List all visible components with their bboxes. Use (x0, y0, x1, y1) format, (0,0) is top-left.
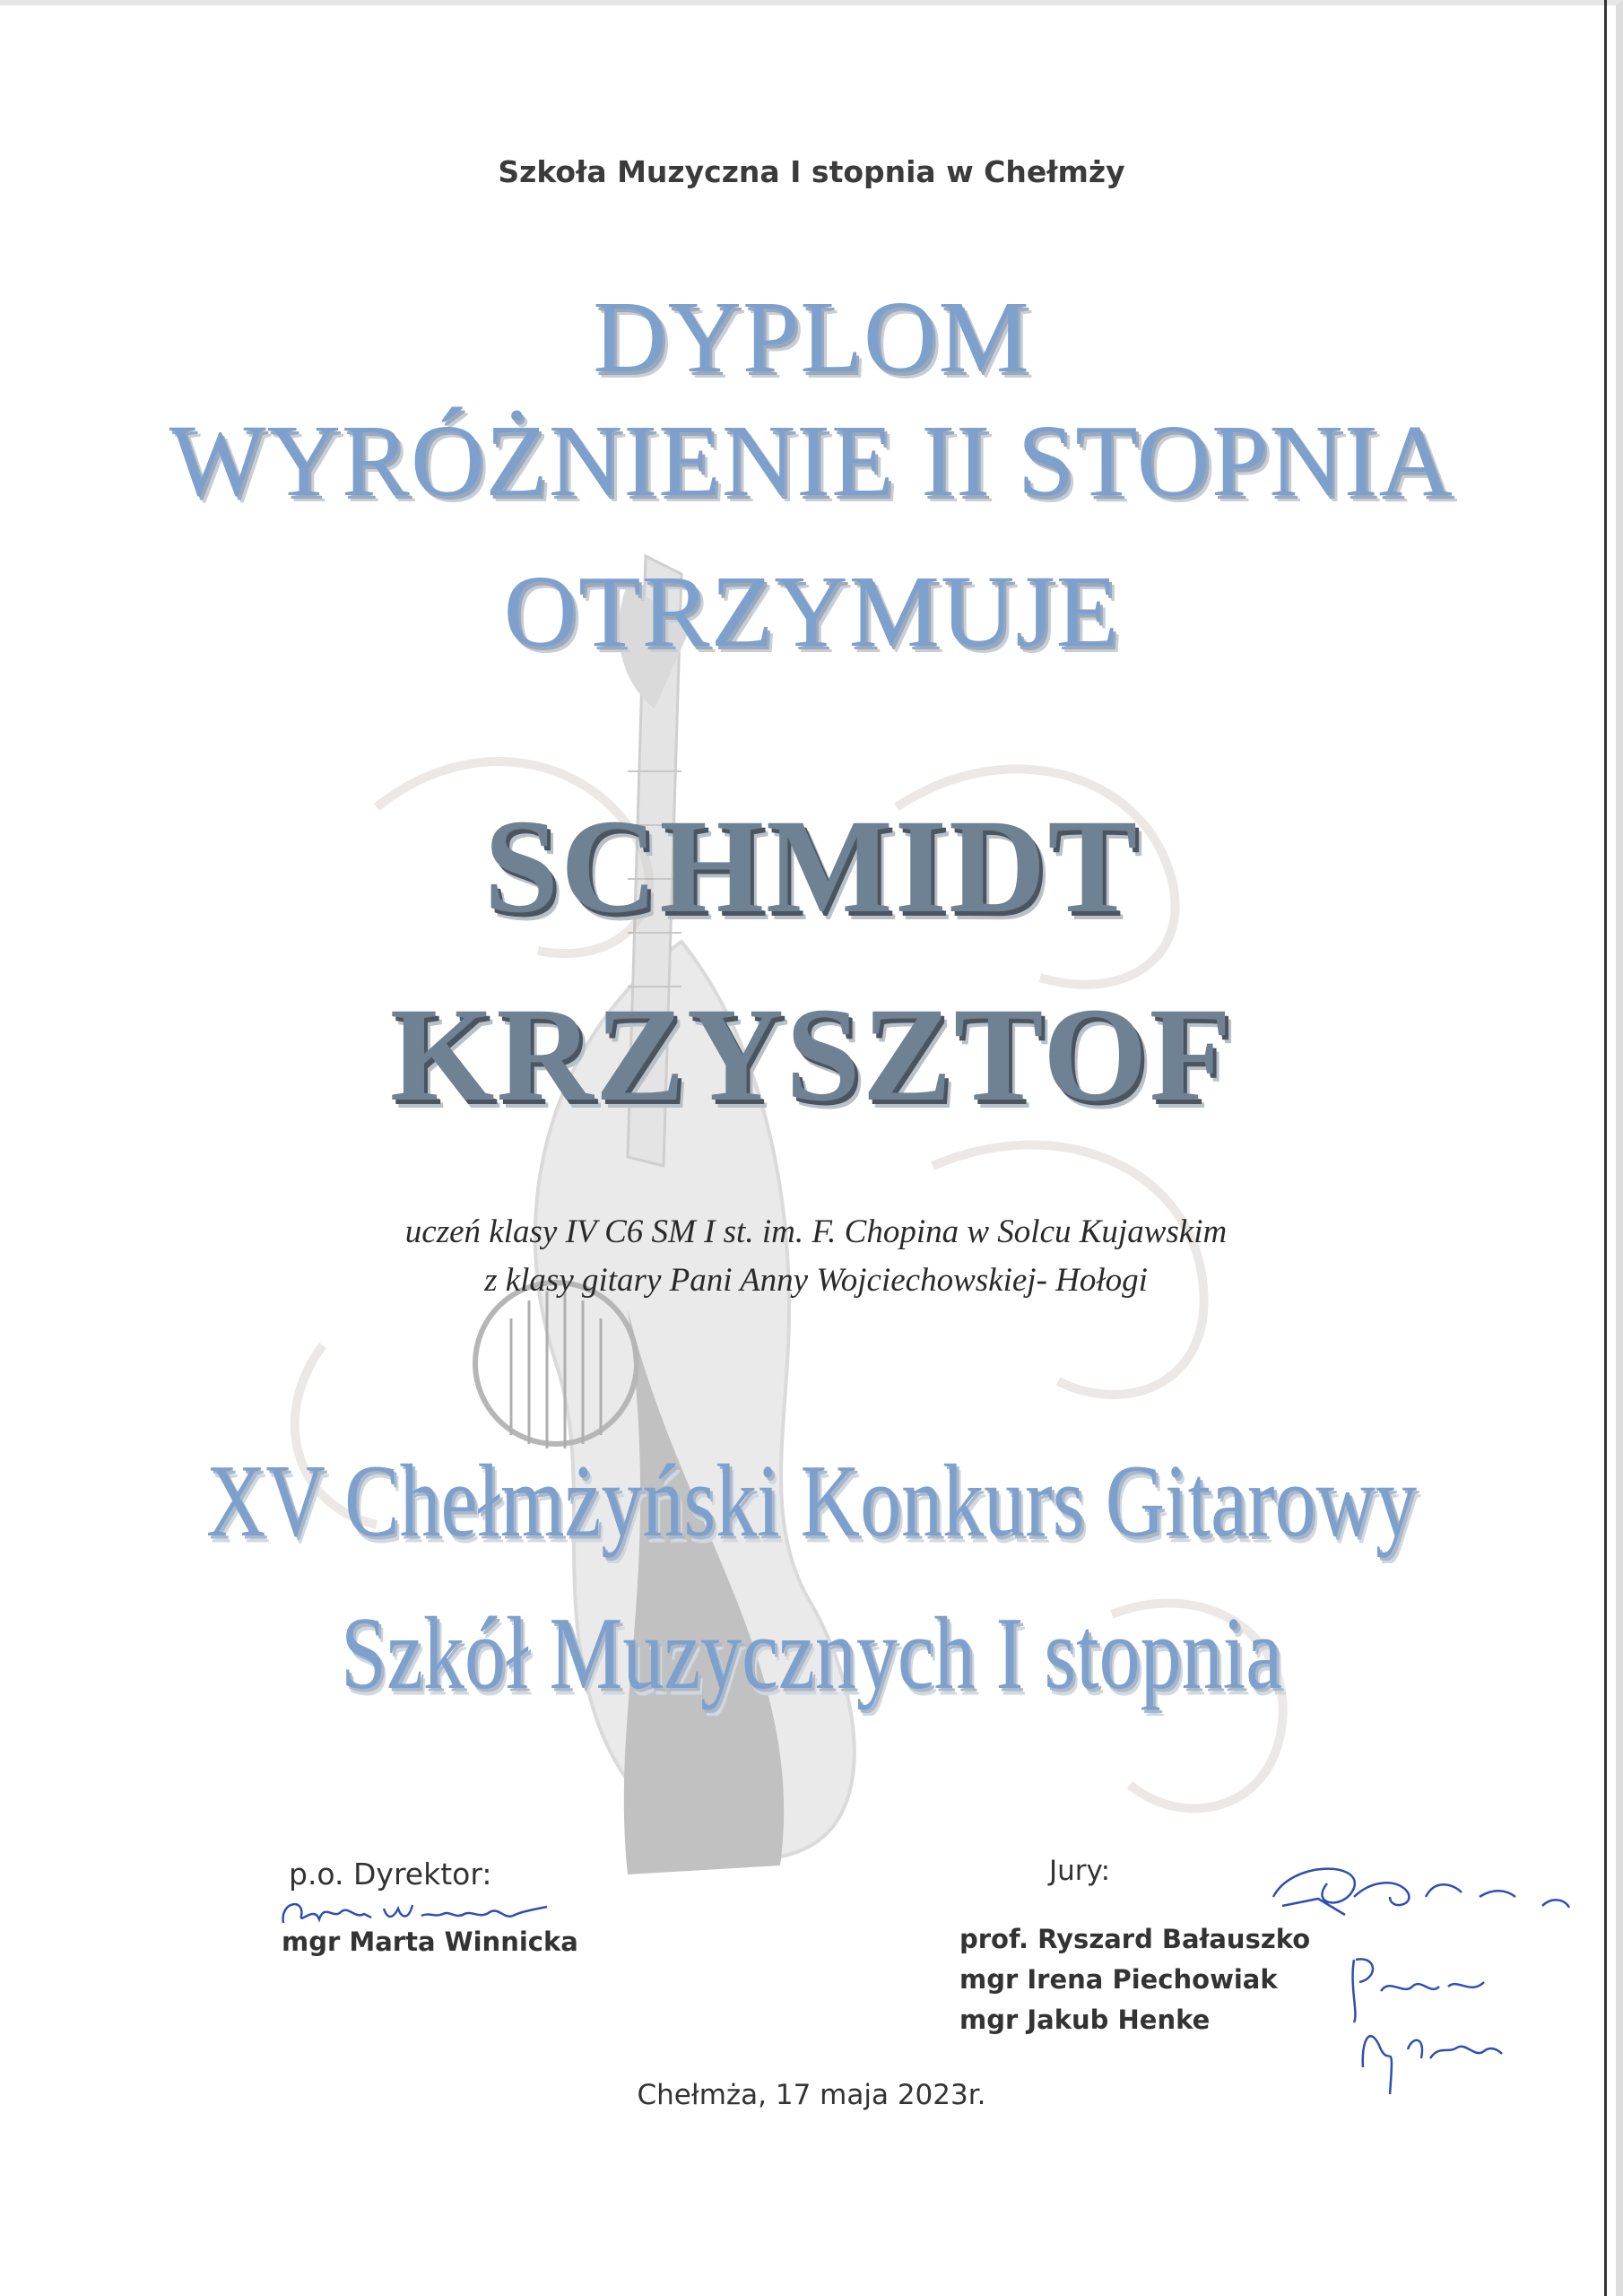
recipient-given-name: KRZYSZTOF (389, 980, 1234, 1129)
jury-label: Jury: (1049, 1855, 1111, 1887)
recipient-surname: SCHMIDT (483, 792, 1140, 941)
jury-member: mgr Jakub Henke (959, 2005, 1211, 2035)
diploma-title: DYPLOM (593, 280, 1030, 394)
contest-name: XV Chełmżyński Konkurs Gitarowy (205, 1443, 1418, 1558)
teacher-line: z klasy gitary Pani Anny Wojciechowskiej- Hołogi (484, 1262, 1148, 1299)
jury-signatures (1255, 1843, 1596, 2103)
jury-member: mgr Irena Piechowiak (959, 1964, 1278, 1995)
receives-title: OTRZYMUJE (503, 554, 1120, 668)
director-name: mgr Marta Winnicka (282, 1926, 578, 1957)
school-name: Szkoła Muzyczna I stopnia w Chełmży (498, 154, 1125, 189)
director-label: p.o. Dyrektor: (289, 1857, 492, 1892)
student-class-line: uczeń klasy IV C6 SM I st. im. F. Chopina w Solcu Kujawskim (404, 1213, 1228, 1250)
contest-subtitle: Szkół Muzycznych I stopnia (340, 1596, 1283, 1710)
jury-member: prof. Ryszard Bałauszko (959, 1924, 1311, 1954)
award-title: WYRÓŻNIENIE II STOPNIA (169, 404, 1454, 517)
issue-date: Chełmża, 17 maja 2023r. (637, 2079, 986, 2111)
